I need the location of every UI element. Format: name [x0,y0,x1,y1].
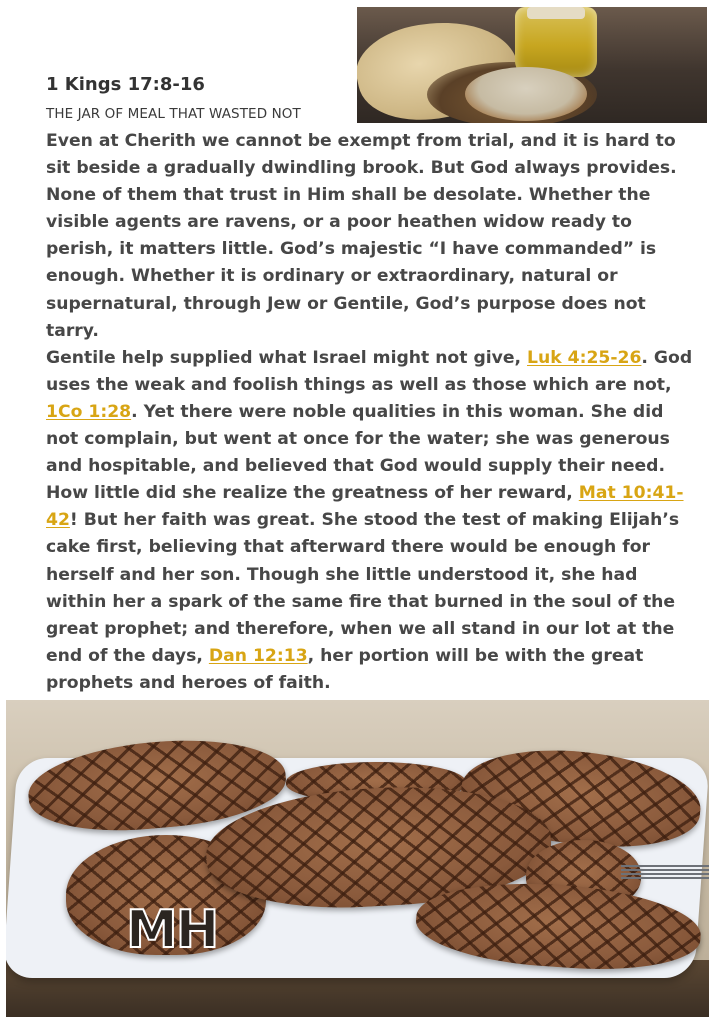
mh-watermark: MH [126,900,218,960]
paragraph-2 [46,345,696,697]
paragraph-2-text: Gentile help supplied what Israel might not give, [46,347,528,368]
paragraph-2-text: . God uses the weak and foolish things as well as those which are not, [46,347,693,395]
jar-cap-shape [527,7,585,19]
paragraph-1: Even at Cherith we cannot be exempt from trial, and it is hard to sit beside a gradually dwindling brook. But God always provides. None of them that trust in Him shall be desolate. Whether the visible agents are ravens, or a poor heathen widow ready to perish, it matters little. God’s majestic “I have commanded” is enough. Whether it is ordinary or extraordinary, natural or supernatural, through Jew or Gentile, God’s purpose does not tarry. [46,131,677,341]
paragraph-2-text: ! But her faith was great. She stood the test of making Elijah’s cake first, believing that afterward there would be enough for herself and her son. Though she little understood it, she had within her a spark of the same fire that burned in the soul of the great prophet; and therefore, when we all stand in our lot at the end of the days, [46,510,680,666]
link-1-corinthians-1-28[interactable]: 1Co 1:28 [46,401,132,422]
link-daniel-12-13[interactable]: Dan 12:13 [208,645,308,666]
waffles-photo [6,700,709,1017]
paragraph-2-text: . Yet there were noble qualities in this woman. She did not complain, but went at once for the water; she was generous and hospitable, and believed that God would supply their need. How little did she realize the greatness of her reward, [46,401,670,504]
devotional-subtitle: THE JAR OF MEAL THAT WASTED NOT [46,106,301,122]
devotional-body [46,128,696,697]
fork-shape [621,865,709,879]
paragraph-2-text: , her portion will be with the great prophets and heroes of faith. [46,645,644,693]
grain-and-oil-photo [357,7,707,123]
link-luke-4-25[interactable]: Luk 4:25-26 [527,347,642,368]
scripture-reference-title: 1 Kings 17:8-16 [46,74,205,95]
flour-bowl-shape [465,67,587,121]
link-matthew-10-41[interactable]: Mat 10:41-42 [46,483,684,531]
